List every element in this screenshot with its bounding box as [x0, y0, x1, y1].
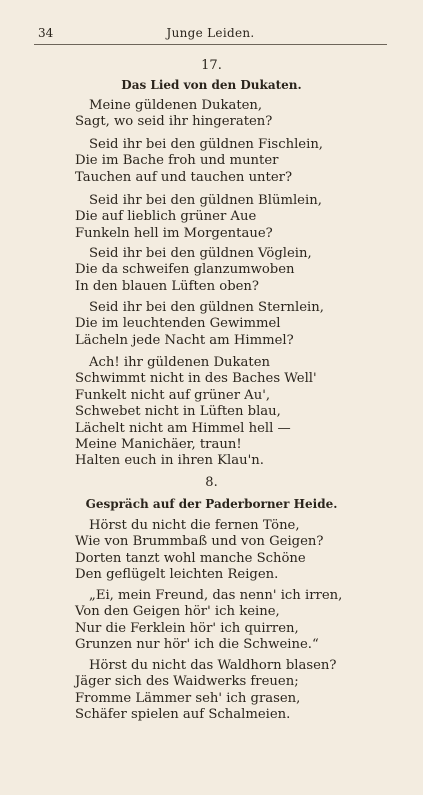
verse-line: Schwimmt nicht in des Baches Well' — [75, 371, 317, 387]
verse-line: Die im leuchtenden Gewimmel — [75, 316, 281, 332]
stanza — [75, 193, 322, 242]
verse-line: „Ei, mein Freund, das nenn' ich irren, — [89, 588, 343, 603]
verse-line: Tauchen auf und tauchen unter? — [75, 169, 293, 185]
verse-line: Seid ihr bei den güldnen Fischlein, — [89, 137, 324, 152]
stanza — [75, 658, 336, 724]
verse-line: Von den Geigen hör' ich keine, — [75, 604, 280, 620]
poem-title: Gespräch auf der Paderborner Heide. — [85, 497, 338, 511]
verse-line: In den blauen Lüften oben? — [75, 278, 260, 294]
verse-line: Sagt, wo seid ihr hingeraten? — [75, 114, 273, 130]
stanza — [75, 137, 323, 186]
verse-line: Seid ihr bei den güldnen Blümlein, — [89, 193, 322, 208]
verse-line: Die im Bache froh und munter — [75, 153, 279, 169]
verse-line: Jäger sich des Waidwerks freuen; — [75, 674, 299, 690]
verse-line: Die auf lieblich grüner Aue — [75, 209, 257, 225]
verse-line: Hörst du nicht die fernen Töne, — [89, 518, 300, 533]
verse-line: Meine Manichäer, traun! — [75, 437, 242, 453]
page-header — [38, 24, 383, 44]
poem-number: 8. — [205, 475, 218, 490]
verse-line: Halten euch in ihren Klau'n. — [75, 453, 264, 469]
verse-line: Meine güldenen Dukaten, — [89, 98, 263, 113]
verse-line: Den geflügelt leichten Reigen. — [75, 567, 279, 583]
verse-line: Lächelt nicht am Himmel hell — — [75, 420, 291, 436]
verse-line: Grunzen nur hör' ich die Schweine.“ — [75, 637, 319, 653]
running-head: Junge Leiden. — [166, 26, 255, 40]
page-number: 34 — [38, 26, 54, 40]
verse-line: Ach! ihr güldenen Dukaten — [89, 355, 270, 370]
verse-line: Seid ihr bei den güldnen Sternlein, — [89, 300, 324, 315]
stanza — [75, 246, 312, 295]
verse-line: Die da schweifen glanzumwoben — [75, 262, 295, 278]
stanza — [75, 300, 324, 349]
verse-line: Schwebet nicht in Lüften blau, — [75, 404, 281, 420]
verse-line: Wie von Brummbaß und von Geigen? — [75, 534, 324, 550]
verse-line: Nur die Ferklein hör' ich quirren, — [75, 620, 299, 636]
stanza — [75, 588, 342, 654]
verse-line: Funkelt nicht auf grüner Au', — [75, 387, 271, 403]
poem-number: 17. — [201, 58, 222, 73]
verse-line: Fromme Lämmer seh' ich grasen, — [75, 690, 301, 706]
verse-line: Hörst du nicht das Waldhorn blasen? — [89, 658, 337, 673]
verse-line: Seid ihr bei den güldnen Vöglein, — [89, 246, 312, 261]
verse-line: Lächeln jede Nacht am Himmel? — [75, 332, 294, 348]
verse-line: Funkeln hell im Morgentaue? — [75, 225, 273, 241]
stanza — [75, 518, 323, 584]
verse-line: Dorten tanzt wohl manche Schöne — [75, 550, 306, 566]
verse-line: Schäfer spielen auf Schalmeien. — [75, 707, 291, 723]
header-rule — [34, 44, 387, 45]
stanza — [75, 355, 317, 470]
poem-title: Das Lied von den Dukaten. — [121, 78, 302, 92]
stanza — [75, 98, 272, 131]
